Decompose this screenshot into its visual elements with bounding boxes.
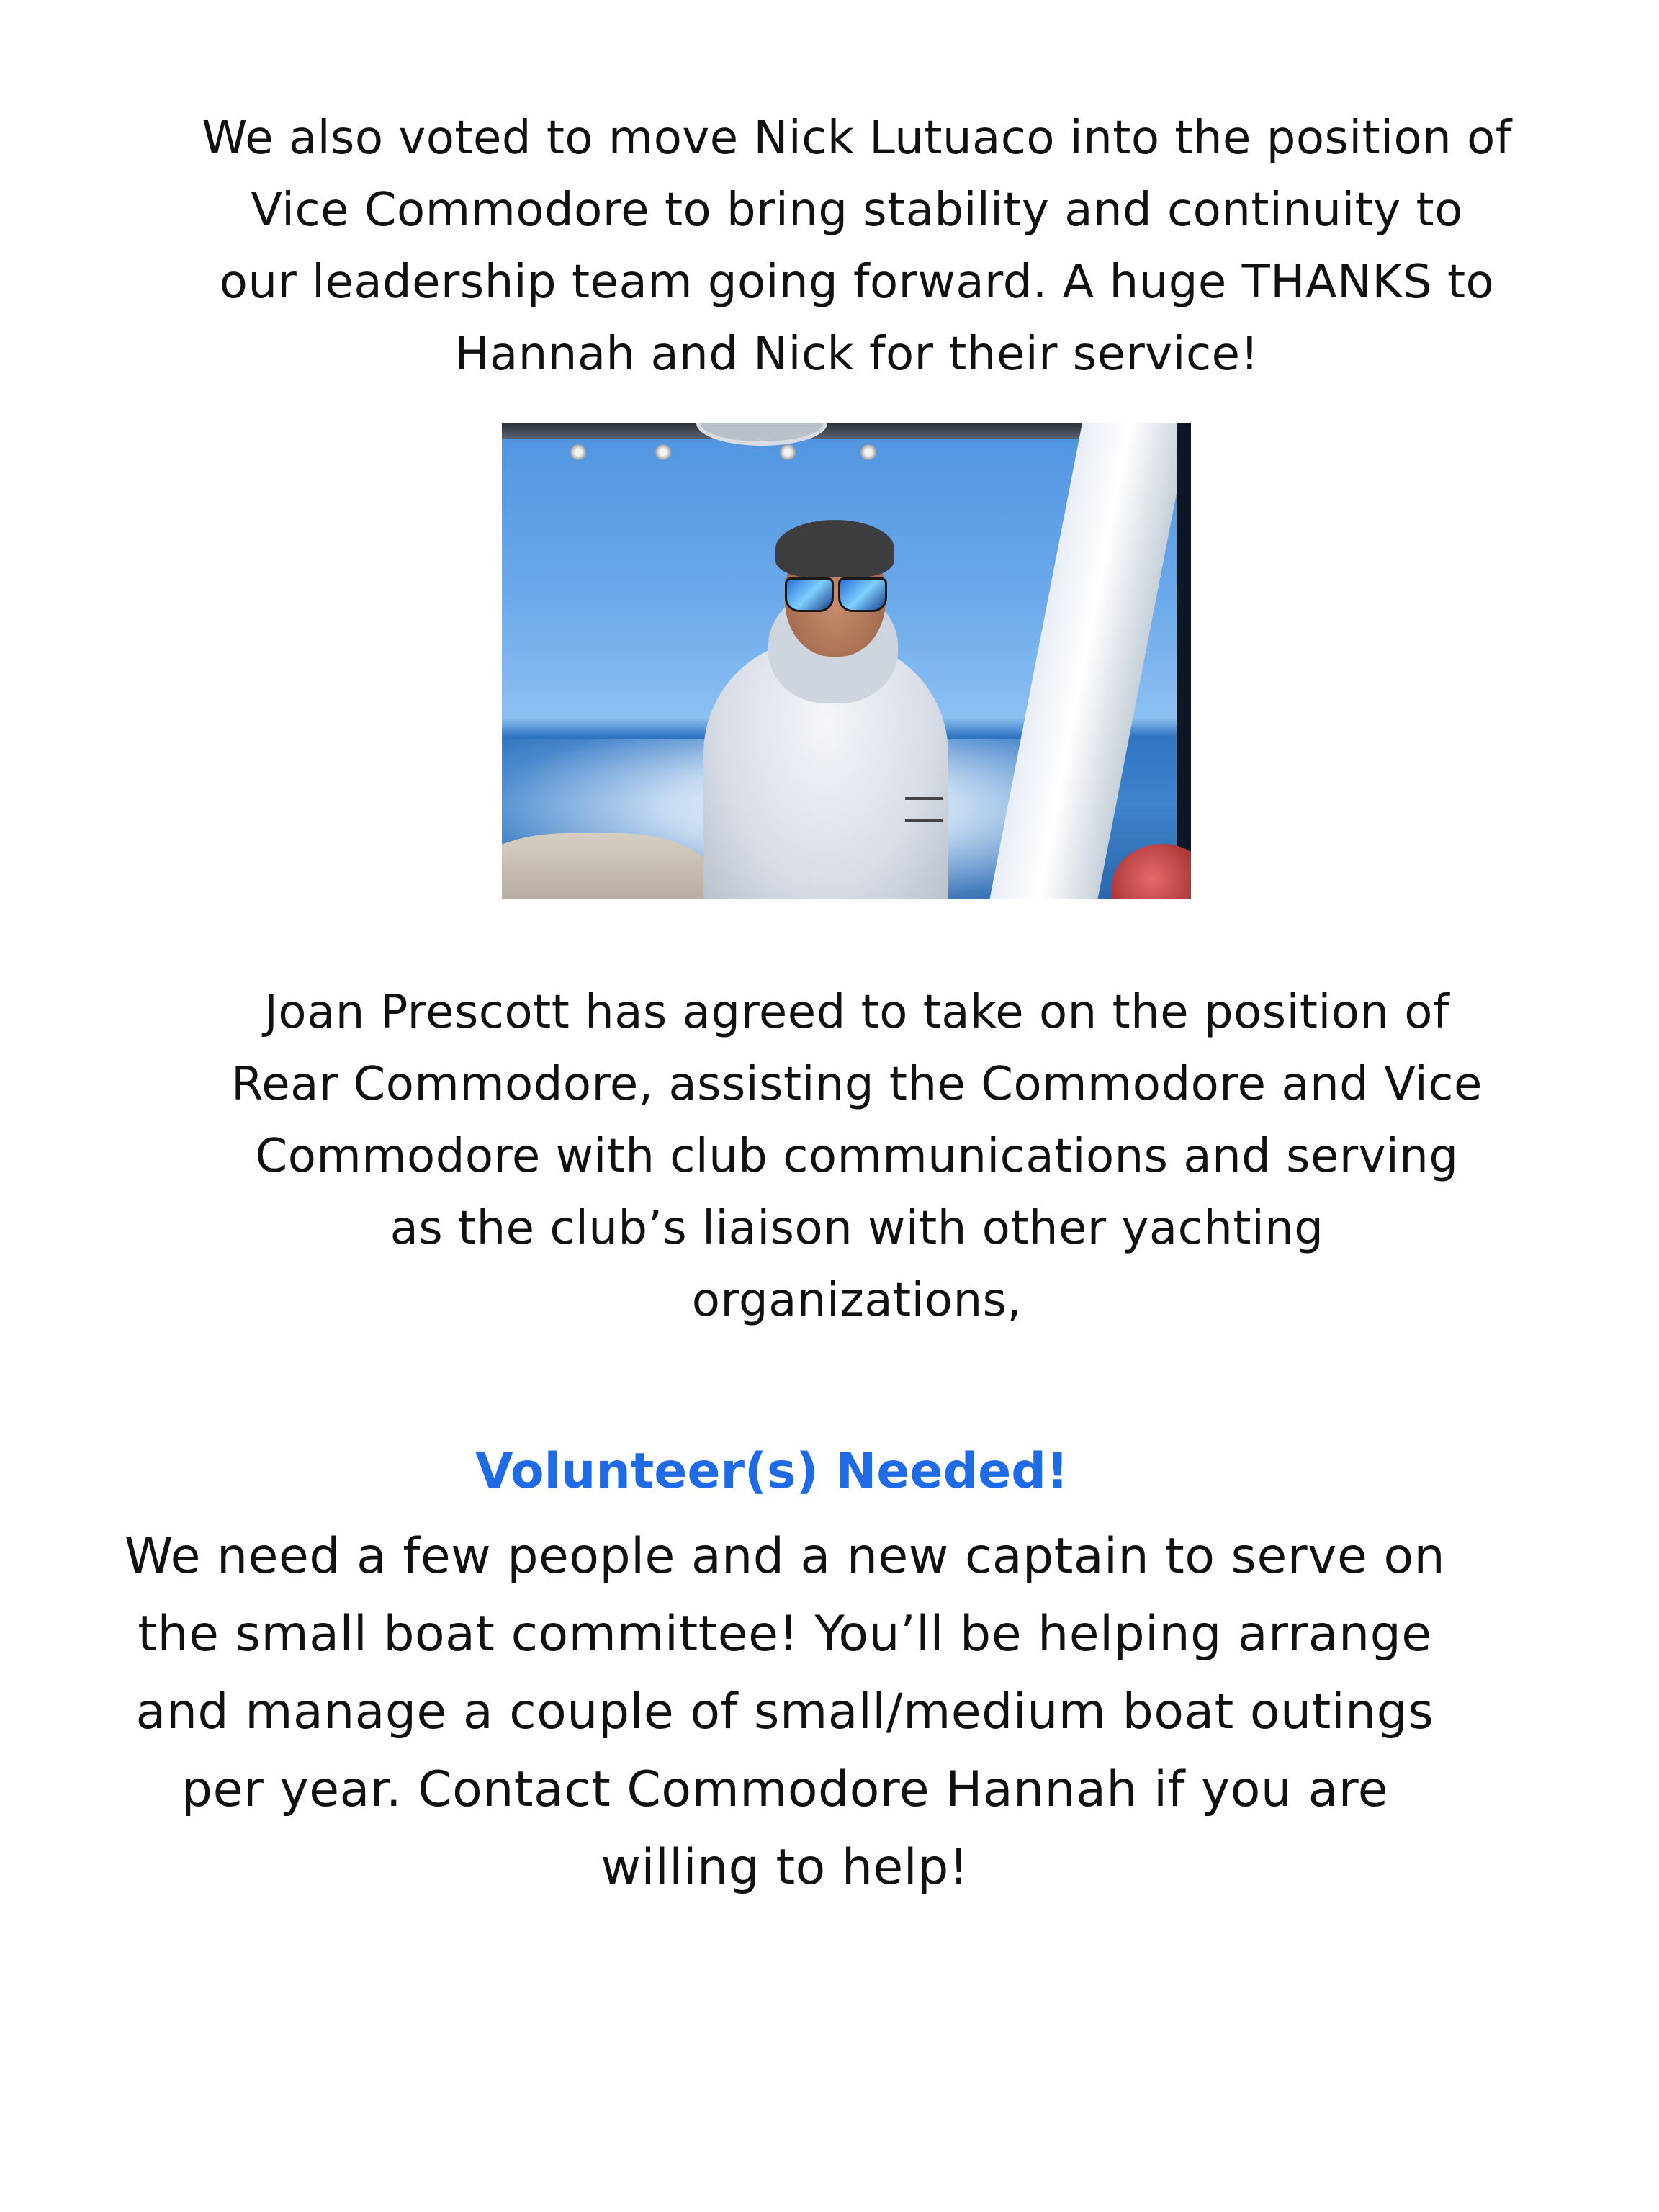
paragraph-line: willing to help!: [601, 1839, 969, 1896]
rear-commodore-paragraph: [115, 976, 1599, 1336]
volunteer-paragraph: [29, 1518, 1541, 1907]
paragraph-line: Rear Commodore, assisting the Commodore and Vice: [231, 1058, 1483, 1111]
paragraph-line: and manage a couple of small/medium boat outings: [135, 1683, 1434, 1740]
paragraph-line: our leadership team going forward. A huge THANKS to: [219, 256, 1495, 309]
paragraph-line: Vice Commodore to bring stability and continuity to: [251, 184, 1463, 237]
paragraph-line: as the club’s liaison with other yachting: [390, 1202, 1324, 1255]
paragraph-line: Commodore with club communications and serving: [255, 1130, 1459, 1183]
paragraph-line: the small boat committee! You’ll be helping arrange: [138, 1606, 1432, 1663]
paragraph-line: per year. Contact Commodore Hannah if you are: [181, 1761, 1389, 1818]
sunglasses: [785, 577, 887, 609]
paragraph-line: We also voted to move Nick Lutuaco into the position of: [202, 112, 1512, 165]
paragraph-line: organizations,: [691, 1274, 1022, 1327]
volunteers-needed-heading: Volunteer(s) Needed!: [475, 1443, 1069, 1500]
paragraph-line: Hannah and Nick for their service!: [454, 328, 1259, 381]
paragraph-line: We need a few people and a new captain to serve on: [124, 1528, 1446, 1585]
paragraph-line: Joan Prescott has agreed to take on the position of: [264, 986, 1449, 1039]
leadership-vote-paragraph: [101, 102, 1613, 390]
man-on-boat-photo: [502, 423, 1191, 899]
